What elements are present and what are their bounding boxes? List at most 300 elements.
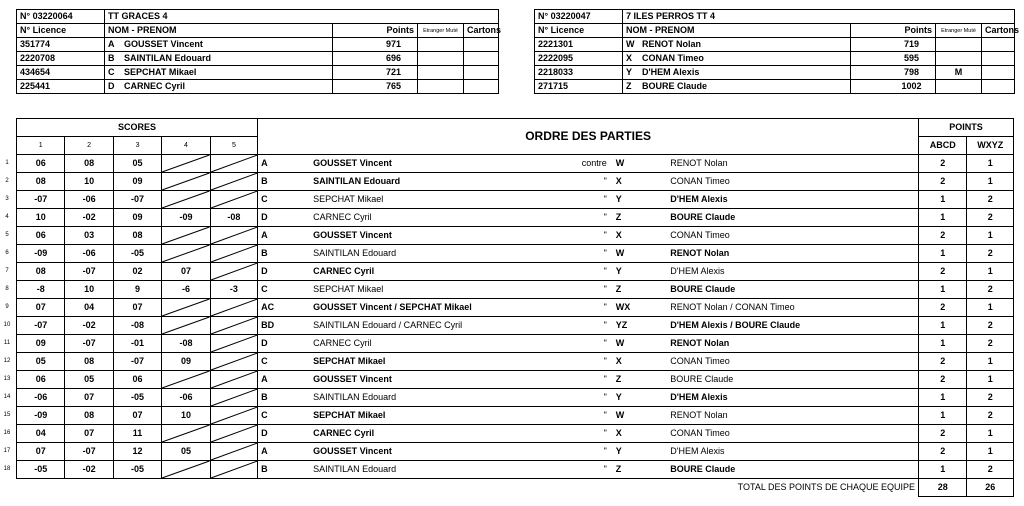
home-letter: D xyxy=(258,263,310,281)
player-cartons xyxy=(982,52,1015,66)
player-licence: 2220708 xyxy=(17,52,105,66)
cartons-header: Cartons xyxy=(464,24,499,38)
empty-set-cell xyxy=(162,155,210,173)
set-score: 07 xyxy=(17,443,65,461)
game-index: 2 xyxy=(5,177,9,184)
abcd-header: ABCD xyxy=(919,137,967,155)
away-player: D'HEM Alexis / BOURE Claude xyxy=(667,317,918,335)
licence-header: N° Licence xyxy=(535,24,623,38)
home-player: SEPCHAT Mikael xyxy=(310,281,540,299)
points-wxyz: 1 xyxy=(967,263,1014,281)
set-score: 05 xyxy=(65,371,113,389)
points-abcd: 1 xyxy=(919,209,967,227)
player-points: 765 xyxy=(333,80,418,94)
home-letter: A xyxy=(258,155,310,173)
player-row xyxy=(17,52,499,66)
set-score: 06 xyxy=(17,371,65,389)
versus-label: " xyxy=(540,425,613,443)
away-player: CONAN Timeo xyxy=(667,425,918,443)
game-index: 14 xyxy=(3,393,11,400)
empty-set-cell xyxy=(210,173,257,191)
set-score: -08 xyxy=(113,317,161,335)
player-letter: X xyxy=(626,53,633,63)
versus-label: " xyxy=(540,371,613,389)
home-player: CARNEC Cyril xyxy=(310,335,540,353)
player-letter: Y xyxy=(626,67,633,77)
order-title: ORDRE DES PARTIES xyxy=(258,119,919,155)
set-score: 08 xyxy=(113,227,161,245)
set-score: 03 xyxy=(65,227,113,245)
points-wxyz: 1 xyxy=(967,425,1014,443)
game-row xyxy=(17,263,1014,281)
player-etranger: M xyxy=(936,66,982,80)
player-etranger xyxy=(936,38,982,52)
player-letter: B xyxy=(108,53,115,63)
home-team-name: TT GRACES 4 xyxy=(105,10,499,24)
game-index: 12 xyxy=(3,357,11,364)
game-row xyxy=(17,443,1014,461)
set-score: -05 xyxy=(113,245,161,263)
etranger-header: Etranger Muté xyxy=(418,24,464,38)
set-score: -08 xyxy=(210,209,257,227)
game-row xyxy=(17,371,1014,389)
player-row xyxy=(17,66,499,80)
home-letter: C xyxy=(258,407,310,425)
game-row xyxy=(17,209,1014,227)
points-wxyz: 2 xyxy=(967,281,1014,299)
versus-label: " xyxy=(540,281,613,299)
points-wxyz: 2 xyxy=(967,389,1014,407)
game-row xyxy=(17,245,1014,263)
home-team-number: N° 03220064 xyxy=(17,10,105,24)
set-score: -05 xyxy=(113,389,161,407)
set-score: 10 xyxy=(65,281,113,299)
set-score: 10 xyxy=(162,407,210,425)
empty-set-cell xyxy=(162,245,210,263)
set-score: 11 xyxy=(113,425,161,443)
points-abcd: 1 xyxy=(919,317,967,335)
set-score: 10 xyxy=(17,209,65,227)
away-letter: Z xyxy=(613,281,667,299)
empty-set-cell xyxy=(210,227,257,245)
points-wxyz: 1 xyxy=(967,353,1014,371)
games-table xyxy=(16,118,1014,497)
player-name: CARNEC Cyril xyxy=(124,81,186,91)
points-wxyz: 1 xyxy=(967,173,1014,191)
home-player: SAINTILAN Edouard xyxy=(310,245,540,263)
player-letter: C xyxy=(108,67,115,77)
home-letter: C xyxy=(258,353,310,371)
away-letter: W xyxy=(613,335,667,353)
away-player: BOURE Claude xyxy=(667,461,918,479)
home-letter: B xyxy=(258,389,310,407)
player-name: BOURE Claude xyxy=(642,81,708,91)
set-score: -05 xyxy=(17,461,65,479)
set-score: -07 xyxy=(17,317,65,335)
game-index: 10 xyxy=(3,321,11,328)
game-index: 3 xyxy=(5,195,9,202)
set-score: 08 xyxy=(65,407,113,425)
set-score: 07 xyxy=(113,407,161,425)
set-score: 10 xyxy=(65,173,113,191)
game-row xyxy=(17,173,1014,191)
away-player: RENOT Nolan xyxy=(667,245,918,263)
away-letter: X xyxy=(613,425,667,443)
scores-title: SCORES xyxy=(17,119,258,137)
set-number: 1 xyxy=(17,137,65,155)
away-player: RENOT Nolan xyxy=(667,155,918,173)
player-cartons xyxy=(464,80,499,94)
set-score: -09 xyxy=(17,245,65,263)
points-abcd: 2 xyxy=(919,263,967,281)
game-row xyxy=(17,191,1014,209)
home-letter: B xyxy=(258,245,310,263)
points-abcd: 2 xyxy=(919,173,967,191)
player-etranger xyxy=(418,66,464,80)
points-abcd: 2 xyxy=(919,227,967,245)
versus-label: " xyxy=(540,245,613,263)
points-wxyz: 1 xyxy=(967,443,1014,461)
points-wxyz: 2 xyxy=(967,191,1014,209)
set-score: 07 xyxy=(162,263,210,281)
home-player: GOUSSET Vincent xyxy=(310,371,540,389)
home-player: GOUSSET Vincent xyxy=(310,155,540,173)
set-number: 3 xyxy=(113,137,161,155)
player-points: 719 xyxy=(851,38,936,52)
player-etranger xyxy=(418,38,464,52)
points-abcd: 2 xyxy=(919,425,967,443)
away-letter: W xyxy=(613,407,667,425)
versus-label: " xyxy=(540,461,613,479)
home-letter: D xyxy=(258,209,310,227)
wxyz-header: WXYZ xyxy=(967,137,1014,155)
empty-set-cell xyxy=(210,155,257,173)
away-letter: Y xyxy=(613,443,667,461)
points-abcd: 2 xyxy=(919,371,967,389)
player-points: 798 xyxy=(851,66,936,80)
player-points: 971 xyxy=(333,38,418,52)
game-row xyxy=(17,461,1014,479)
away-player: D'HEM Alexis xyxy=(667,389,918,407)
set-score: 9 xyxy=(113,281,161,299)
away-letter: Y xyxy=(613,263,667,281)
set-number: 4 xyxy=(162,137,210,155)
player-points: 1002 xyxy=(851,80,936,94)
set-score: 09 xyxy=(113,209,161,227)
versus-label: " xyxy=(540,227,613,245)
set-score: 08 xyxy=(65,353,113,371)
set-score: 02 xyxy=(113,263,161,281)
player-licence: 2222095 xyxy=(535,52,623,66)
home-player: SAINTILAN Edouard xyxy=(310,389,540,407)
player-name: CONAN Timeo xyxy=(642,53,704,63)
points-abcd: 1 xyxy=(919,461,967,479)
away-letter: YZ xyxy=(613,317,667,335)
player-licence: 2221301 xyxy=(535,38,623,52)
total-wxyz: 26 xyxy=(967,479,1014,497)
game-index: 8 xyxy=(5,285,9,292)
game-row xyxy=(17,425,1014,443)
set-score: -6 xyxy=(162,281,210,299)
player-cartons xyxy=(464,38,499,52)
set-score: -07 xyxy=(113,191,161,209)
licence-header: N° Licence xyxy=(17,24,105,38)
empty-set-cell xyxy=(210,425,257,443)
player-licence: 351774 xyxy=(17,38,105,52)
away-letter: Y xyxy=(613,389,667,407)
empty-set-cell xyxy=(210,317,257,335)
home-player: SEPCHAT Mikael xyxy=(310,191,540,209)
points-abcd: 1 xyxy=(919,191,967,209)
home-player: GOUSSET Vincent xyxy=(310,443,540,461)
points-wxyz: 2 xyxy=(967,317,1014,335)
points-abcd: 1 xyxy=(919,281,967,299)
total-label: TOTAL DES POINTS DE CHAQUE EQUIPE xyxy=(737,482,916,493)
set-score: 09 xyxy=(162,353,210,371)
game-index: 9 xyxy=(5,303,9,310)
player-name: D'HEM Alexis xyxy=(642,67,700,77)
home-player: CARNEC Cyril xyxy=(310,209,540,227)
player-cartons xyxy=(982,80,1015,94)
set-score: -07 xyxy=(65,443,113,461)
empty-set-cell xyxy=(210,299,257,317)
empty-set-cell xyxy=(210,443,257,461)
empty-set-cell xyxy=(162,191,210,209)
player-licence: 434654 xyxy=(17,66,105,80)
away-letter: X xyxy=(613,173,667,191)
versus-label: " xyxy=(540,173,613,191)
player-etranger xyxy=(418,80,464,94)
points-header: Points xyxy=(851,24,936,38)
versus-label: " xyxy=(540,407,613,425)
empty-set-cell xyxy=(162,317,210,335)
game-row xyxy=(17,389,1014,407)
home-letter: A xyxy=(258,443,310,461)
game-index: 6 xyxy=(5,249,9,256)
away-player: D'HEM Alexis xyxy=(667,191,918,209)
empty-set-cell xyxy=(210,407,257,425)
set-score: -05 xyxy=(113,461,161,479)
empty-set-cell xyxy=(162,371,210,389)
points-wxyz: 2 xyxy=(967,407,1014,425)
player-name-cell xyxy=(105,52,333,66)
set-score: 08 xyxy=(17,263,65,281)
home-player: CARNEC Cyril xyxy=(310,425,540,443)
home-letter: A xyxy=(258,371,310,389)
player-licence: 225441 xyxy=(17,80,105,94)
game-row xyxy=(17,407,1014,425)
points-abcd: 2 xyxy=(919,155,967,173)
total-abcd: 28 xyxy=(919,479,967,497)
player-name-cell xyxy=(623,52,851,66)
empty-set-cell xyxy=(210,371,257,389)
versus-label: " xyxy=(540,317,613,335)
points-title: POINTS xyxy=(919,119,1014,137)
set-score: -07 xyxy=(113,353,161,371)
home-letter: D xyxy=(258,425,310,443)
player-etranger xyxy=(418,52,464,66)
points-abcd: 2 xyxy=(919,353,967,371)
away-player: CONAN Timeo xyxy=(667,227,918,245)
set-score: 06 xyxy=(17,227,65,245)
game-row xyxy=(17,317,1014,335)
versus-label: " xyxy=(540,389,613,407)
set-score: 07 xyxy=(17,299,65,317)
empty-set-cell xyxy=(210,335,257,353)
away-player: BOURE Claude xyxy=(667,371,918,389)
away-letter: Z xyxy=(613,209,667,227)
game-index: 15 xyxy=(3,411,11,418)
set-score: -07 xyxy=(17,191,65,209)
set-score: -07 xyxy=(65,263,113,281)
player-licence: 271715 xyxy=(535,80,623,94)
player-etranger xyxy=(936,80,982,94)
game-index: 17 xyxy=(3,447,11,454)
home-letter: B xyxy=(258,173,310,191)
points-wxyz: 1 xyxy=(967,299,1014,317)
versus-label: " xyxy=(540,299,613,317)
points-wxyz: 2 xyxy=(967,461,1014,479)
game-row xyxy=(17,227,1014,245)
set-score: -8 xyxy=(17,281,65,299)
points-wxyz: 1 xyxy=(967,227,1014,245)
points-abcd: 2 xyxy=(919,443,967,461)
empty-set-cell xyxy=(162,173,210,191)
empty-set-cell xyxy=(210,191,257,209)
game-row xyxy=(17,353,1014,371)
set-score: 08 xyxy=(65,155,113,173)
home-player: SAINTILAN Edouard / CARNEC Cyril xyxy=(310,317,540,335)
home-player: SAINTILAN Edouard xyxy=(310,461,540,479)
points-header: Points xyxy=(333,24,418,38)
home-player: SEPCHAT Mikael xyxy=(310,353,540,371)
set-score: -01 xyxy=(113,335,161,353)
game-index: 1 xyxy=(5,159,9,166)
player-row xyxy=(535,38,1015,52)
home-player: GOUSSET Vincent / SEPCHAT Mikael xyxy=(310,299,540,317)
game-index: 18 xyxy=(3,465,11,472)
player-points: 595 xyxy=(851,52,936,66)
away-team-table xyxy=(534,9,1020,94)
home-player: CARNEC Cyril xyxy=(310,263,540,281)
versus-label: " xyxy=(540,263,613,281)
player-etranger xyxy=(936,52,982,66)
set-score: 06 xyxy=(113,371,161,389)
set-score: -08 xyxy=(162,335,210,353)
empty-set-cell xyxy=(210,461,257,479)
game-index: 4 xyxy=(5,213,9,220)
empty-set-cell xyxy=(210,353,257,371)
versus-label: " xyxy=(540,443,613,461)
player-points: 721 xyxy=(333,66,418,80)
home-letter: BD xyxy=(258,317,310,335)
home-letter: B xyxy=(258,461,310,479)
player-letter: A xyxy=(108,39,115,49)
versus-label: " xyxy=(540,335,613,353)
home-letter: A xyxy=(258,227,310,245)
player-name-cell xyxy=(623,38,851,52)
player-name: SEPCHAT Mikael xyxy=(124,67,197,77)
game-index: 5 xyxy=(5,231,9,238)
away-letter: W xyxy=(613,155,667,173)
player-name-cell xyxy=(105,66,333,80)
away-player: RENOT Nolan xyxy=(667,407,918,425)
away-team-name: 7 ILES PERROS TT 4 xyxy=(623,10,1015,24)
empty-set-cell xyxy=(162,299,210,317)
player-row xyxy=(535,66,1015,80)
set-score: -06 xyxy=(65,245,113,263)
set-score: 06 xyxy=(17,155,65,173)
set-score: 05 xyxy=(162,443,210,461)
game-row xyxy=(17,281,1014,299)
player-letter: W xyxy=(626,39,635,49)
away-player: D'HEM Alexis xyxy=(667,443,918,461)
set-score: 09 xyxy=(17,335,65,353)
away-player: BOURE Claude xyxy=(667,281,918,299)
away-player: RENOT Nolan / CONAN Timeo xyxy=(667,299,918,317)
home-team-table xyxy=(16,9,502,94)
player-name-cell xyxy=(623,66,851,80)
set-score: -07 xyxy=(65,335,113,353)
set-score: 07 xyxy=(65,389,113,407)
set-score: -02 xyxy=(65,209,113,227)
versus-label: " xyxy=(540,353,613,371)
home-player: GOUSSET Vincent xyxy=(310,227,540,245)
set-score: 08 xyxy=(17,173,65,191)
away-letter: X xyxy=(613,227,667,245)
away-player: D'HEM Alexis xyxy=(667,263,918,281)
home-player: SEPCHAT Mikael xyxy=(310,407,540,425)
player-row xyxy=(535,52,1015,66)
player-name-cell xyxy=(105,38,333,52)
away-player: CONAN Timeo xyxy=(667,353,918,371)
empty-set-cell xyxy=(210,263,257,281)
name-header: NOM - PRENOM xyxy=(623,24,851,38)
set-score: 12 xyxy=(113,443,161,461)
away-player: BOURE Claude xyxy=(667,209,918,227)
name-header: NOM - PRENOM xyxy=(105,24,333,38)
game-index: 13 xyxy=(3,375,11,382)
away-player: RENOT Nolan xyxy=(667,335,918,353)
player-name: GOUSSET Vincent xyxy=(124,39,203,49)
player-row xyxy=(17,38,499,52)
cartons-header: Cartons xyxy=(982,24,1015,38)
player-points: 696 xyxy=(333,52,418,66)
player-cartons xyxy=(982,38,1015,52)
game-row xyxy=(17,335,1014,353)
set-score: -06 xyxy=(162,389,210,407)
player-row xyxy=(535,80,1015,94)
etranger-header: Etranger Muté xyxy=(936,24,982,38)
set-score: 07 xyxy=(65,425,113,443)
versus-label: " xyxy=(540,191,613,209)
set-score: 07 xyxy=(113,299,161,317)
points-abcd: 1 xyxy=(919,389,967,407)
player-letter: D xyxy=(108,81,115,91)
points-abcd: 1 xyxy=(919,407,967,425)
game-row xyxy=(17,299,1014,317)
away-letter: X xyxy=(613,353,667,371)
game-index: 11 xyxy=(3,339,11,346)
empty-set-cell xyxy=(210,389,257,407)
away-team-number: N° 03220047 xyxy=(535,10,623,24)
player-name-cell xyxy=(623,80,851,94)
player-row xyxy=(17,80,499,94)
points-wxyz: 2 xyxy=(967,335,1014,353)
home-letter: D xyxy=(258,335,310,353)
away-letter: Z xyxy=(613,371,667,389)
away-letter: Y xyxy=(613,191,667,209)
